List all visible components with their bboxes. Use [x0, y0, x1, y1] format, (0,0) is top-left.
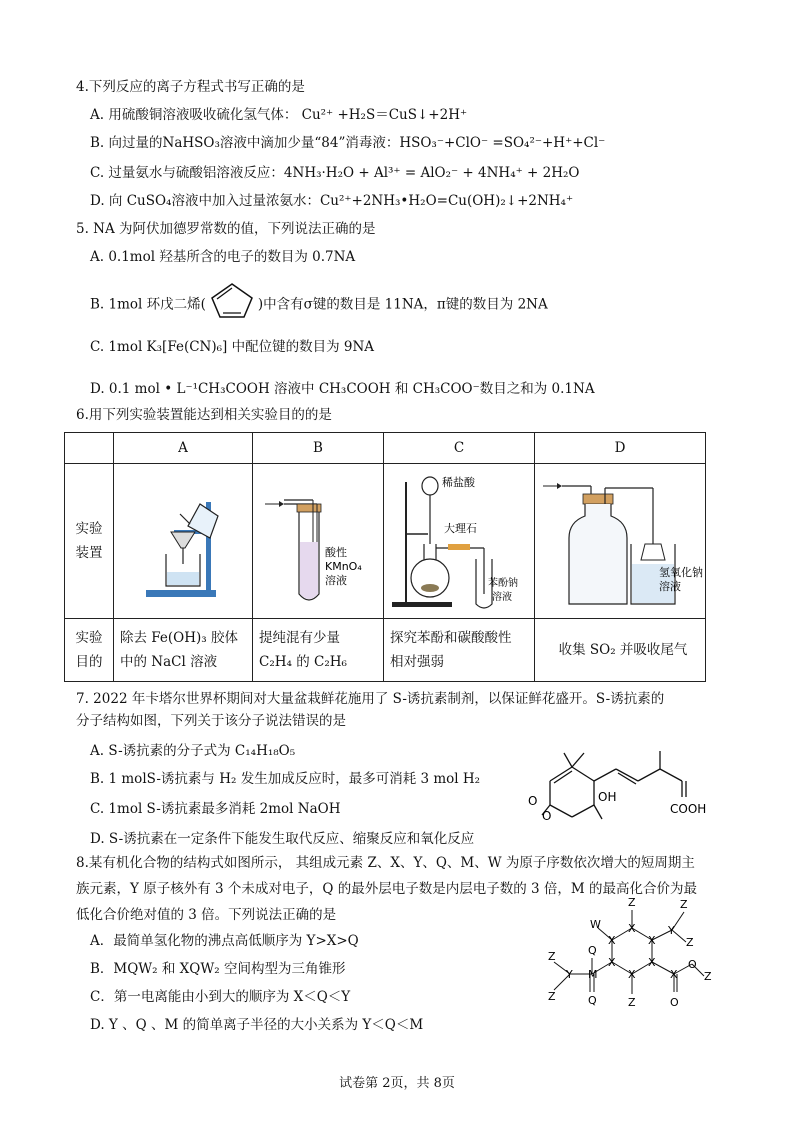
svg-text:Z: Z [628, 896, 636, 909]
q4-option-d: D. 向 CuSO₄溶液中加入过量浓氨水：Cu²⁺+2NH₃•H₂O=Cu(OH)₂↓+2NH₄⁺ [90, 193, 574, 209]
svg-text:O: O [670, 996, 679, 1009]
svg-text:X: X [648, 934, 656, 947]
q6-stem: 6.用下列实验装置能达到相关实验目的的是 [76, 407, 332, 423]
acid-strength-apparatus-figure [384, 464, 534, 614]
svg-text:X: X [608, 934, 616, 947]
q8-option-d: D. Y 、Q 、M 的简单离子半径的大小关系为 Y＜Q＜M [90, 1017, 424, 1033]
s-abscisic-acid-structure [520, 735, 730, 835]
svg-text:X: X [670, 968, 678, 981]
q4-option-b: B. 向过量的NaHSO₃溶液中滴加少量“84”消毒液：HSO₃⁻+ClO⁻ =SO₄²⁻+H⁺+Cl⁻ [90, 135, 606, 151]
svg-text:M: M [588, 968, 598, 981]
col-header-a: A [114, 433, 253, 464]
purpose-a [114, 619, 253, 682]
table-corner [65, 433, 114, 464]
q8-stem-line3: 低化合价绝对值的 3 倍。下列说法正确的是 [76, 907, 337, 923]
col-header-b: B [253, 433, 384, 464]
svg-text:Z: Z [628, 996, 636, 1009]
q5-option-b [90, 290, 548, 320]
row-label-apparatus [65, 464, 114, 619]
svg-text:Z: Z [686, 936, 694, 949]
b-label-acidic: 酸性 [325, 546, 347, 559]
q8-structure-formula [540, 890, 720, 1020]
b-label-solution: 溶液 [325, 574, 347, 587]
filtration-apparatus-figure [114, 464, 252, 614]
d-label-naoh: 氢氧化钠 [659, 566, 703, 579]
d-label-solution: 溶液 [659, 580, 681, 593]
svg-text:Z: Z [704, 970, 712, 983]
q8-option-c: C．第一电离能由小到大的顺序为 X＜Q＜Y [90, 989, 351, 1005]
q8-option-b: B．MQW₂ 和 XQW₂ 空间构型为三角锥形 [90, 961, 346, 977]
row-label-apparatus-line1: 实验 [75, 521, 103, 537]
q4-option-a: A. 用硫酸铜溶液吸收硫化氢气体： Cu²⁺ +H₂S＝CuS↓+2H⁺ [90, 107, 468, 123]
c-label-sodium-phenoxide: 苯酚钠 [488, 578, 518, 589]
svg-text:X: X [628, 922, 636, 935]
svg-text:Z: Z [548, 990, 556, 1003]
q8-stem-line2: 族元素，Y 原子核外有 3 个未成对电子，Q 的最外层电子数是内层电子数的 3 倍，M 的最高化合价为最 [76, 881, 698, 897]
q5-option-d: D. 0.1 mol • L⁻¹CH₃COOH 溶液中 CH₃COOH 和 CH₃COO⁻数目之和为 0.1NA [90, 381, 595, 397]
row-label-purpose-line2: 目的 [75, 654, 103, 670]
apparatus-a [114, 464, 253, 619]
row-label-purpose-line1: 实验 [75, 630, 103, 646]
svg-text:X: X [628, 968, 636, 981]
purpose-a-line2: 中的 NaCl 溶液 [120, 654, 218, 670]
svg-text:Y: Y [566, 968, 573, 981]
mol-label-o-carbonyl: O [542, 809, 552, 823]
cyclopentadiene-figure [206, 280, 258, 320]
mol-label-o-ring: O [528, 794, 538, 808]
svg-text:Z: Z [548, 950, 556, 963]
purpose-b-line2: C₂H₄ 的 C₂H₆ [259, 654, 347, 670]
svg-text:O: O [688, 958, 697, 971]
apparatus-b [253, 464, 384, 619]
purpose-a-line1: 除去 Fe(OH)₃ 胶体 [120, 630, 238, 646]
q6-apparatus-table [64, 432, 706, 682]
purpose-c [384, 619, 535, 682]
purpose-b [253, 619, 384, 682]
q8-stem-line1: 8.某有机化合物的结构式如图所示， 其组成元素 Z、X、Y、Q、M、W 为原子序数依次增大的短周期主 [76, 855, 695, 871]
row-label-purpose [65, 619, 114, 682]
q8-option-a: A．最简单氢化物的沸点高低顺序为 Y>X>Q [90, 933, 359, 949]
purpose-c-line2: 相对强弱 [390, 654, 444, 670]
purpose-c-line1: 探究苯酚和碳酸酸性 [390, 630, 512, 646]
svg-text:Y: Y [668, 924, 675, 937]
q7-option-a: A. S-诱抗素的分子式为 C₁₄H₁₈O₅ [90, 743, 296, 759]
c-label-marble: 大理石 [444, 522, 477, 535]
svg-text:W: W [590, 918, 601, 931]
q5-option-b-suffix: )中含有σ键的数目是 11NA，π键的数目为 2NA [257, 296, 548, 313]
apparatus-d [535, 464, 706, 619]
mol-label-oh: OH [598, 790, 617, 804]
q5-option-b-prefix: B. 1mol 环戊二烯( [90, 296, 206, 313]
q5-stem: 5. NA 为阿伏加德罗常数的值，下列说法正确的是 [76, 221, 376, 237]
q7-option-c: C. 1mol S-诱抗素最多消耗 2mol NaOH [90, 801, 341, 817]
svg-text:Q: Q [588, 944, 597, 957]
svg-text:X: X [608, 956, 616, 969]
purpose-b-line1: 提纯混有少量 [259, 630, 340, 646]
purpose-d [535, 619, 706, 682]
q4-stem: 4.下列反应的离子方程式书写正确的是 [76, 79, 305, 95]
apparatus-c [384, 464, 535, 619]
gas-wash-tube-figure [253, 464, 383, 614]
c-label-solution: 溶液 [492, 592, 512, 603]
q5-option-a: A. 0.1mol 羟基所含的电子的数目为 0.7NA [90, 249, 356, 265]
mol-label-cooh: COOH [670, 802, 707, 816]
q7-option-d: D. S-诱抗素在一定条件下能发生取代反应、缩聚反应和氧化反应 [90, 831, 475, 847]
svg-text:Z: Z [680, 898, 688, 911]
q7-stem-line2: 分子结构如图，下列关于该分子说法错误的是 [76, 713, 346, 729]
page-footer: 试卷第 2页，共 8页 [339, 1076, 455, 1091]
q5-option-c: C. 1mol K₃[Fe(CN)₆] 中配位键的数目为 9NA [90, 339, 375, 355]
q7-stem-line1: 7. 2022 年卡塔尔世界杯期间对大量盆栽鲜花施用了 S-诱抗素制剂，以保证鲜花盛开。S-诱抗素的 [76, 691, 665, 707]
col-header-d: D [535, 433, 706, 464]
c-label-dilute-hcl: 稀盐酸 [442, 476, 475, 489]
b-label-kmno4: KMnO₄ [325, 560, 362, 573]
svg-text:X: X [648, 956, 656, 969]
row-label-apparatus-line2: 装置 [75, 545, 103, 561]
q7-option-b: B. 1 molS-诱抗素与 H₂ 发生加成反应时，最多可消耗 3 mol H₂ [90, 771, 481, 787]
svg-text:Q: Q [588, 994, 597, 1007]
purpose-d-line1: 收集 SO₂ 并吸收尾气 [558, 642, 688, 658]
gas-collection-apparatus-figure [535, 464, 705, 614]
col-header-c: C [384, 433, 535, 464]
q4-option-c: C. 过量氨水与硫酸铝溶液反应：4NH₃·H₂O + Al³⁺ = AlO₂⁻ + 4NH₄⁺ + 2H₂O [90, 165, 580, 181]
